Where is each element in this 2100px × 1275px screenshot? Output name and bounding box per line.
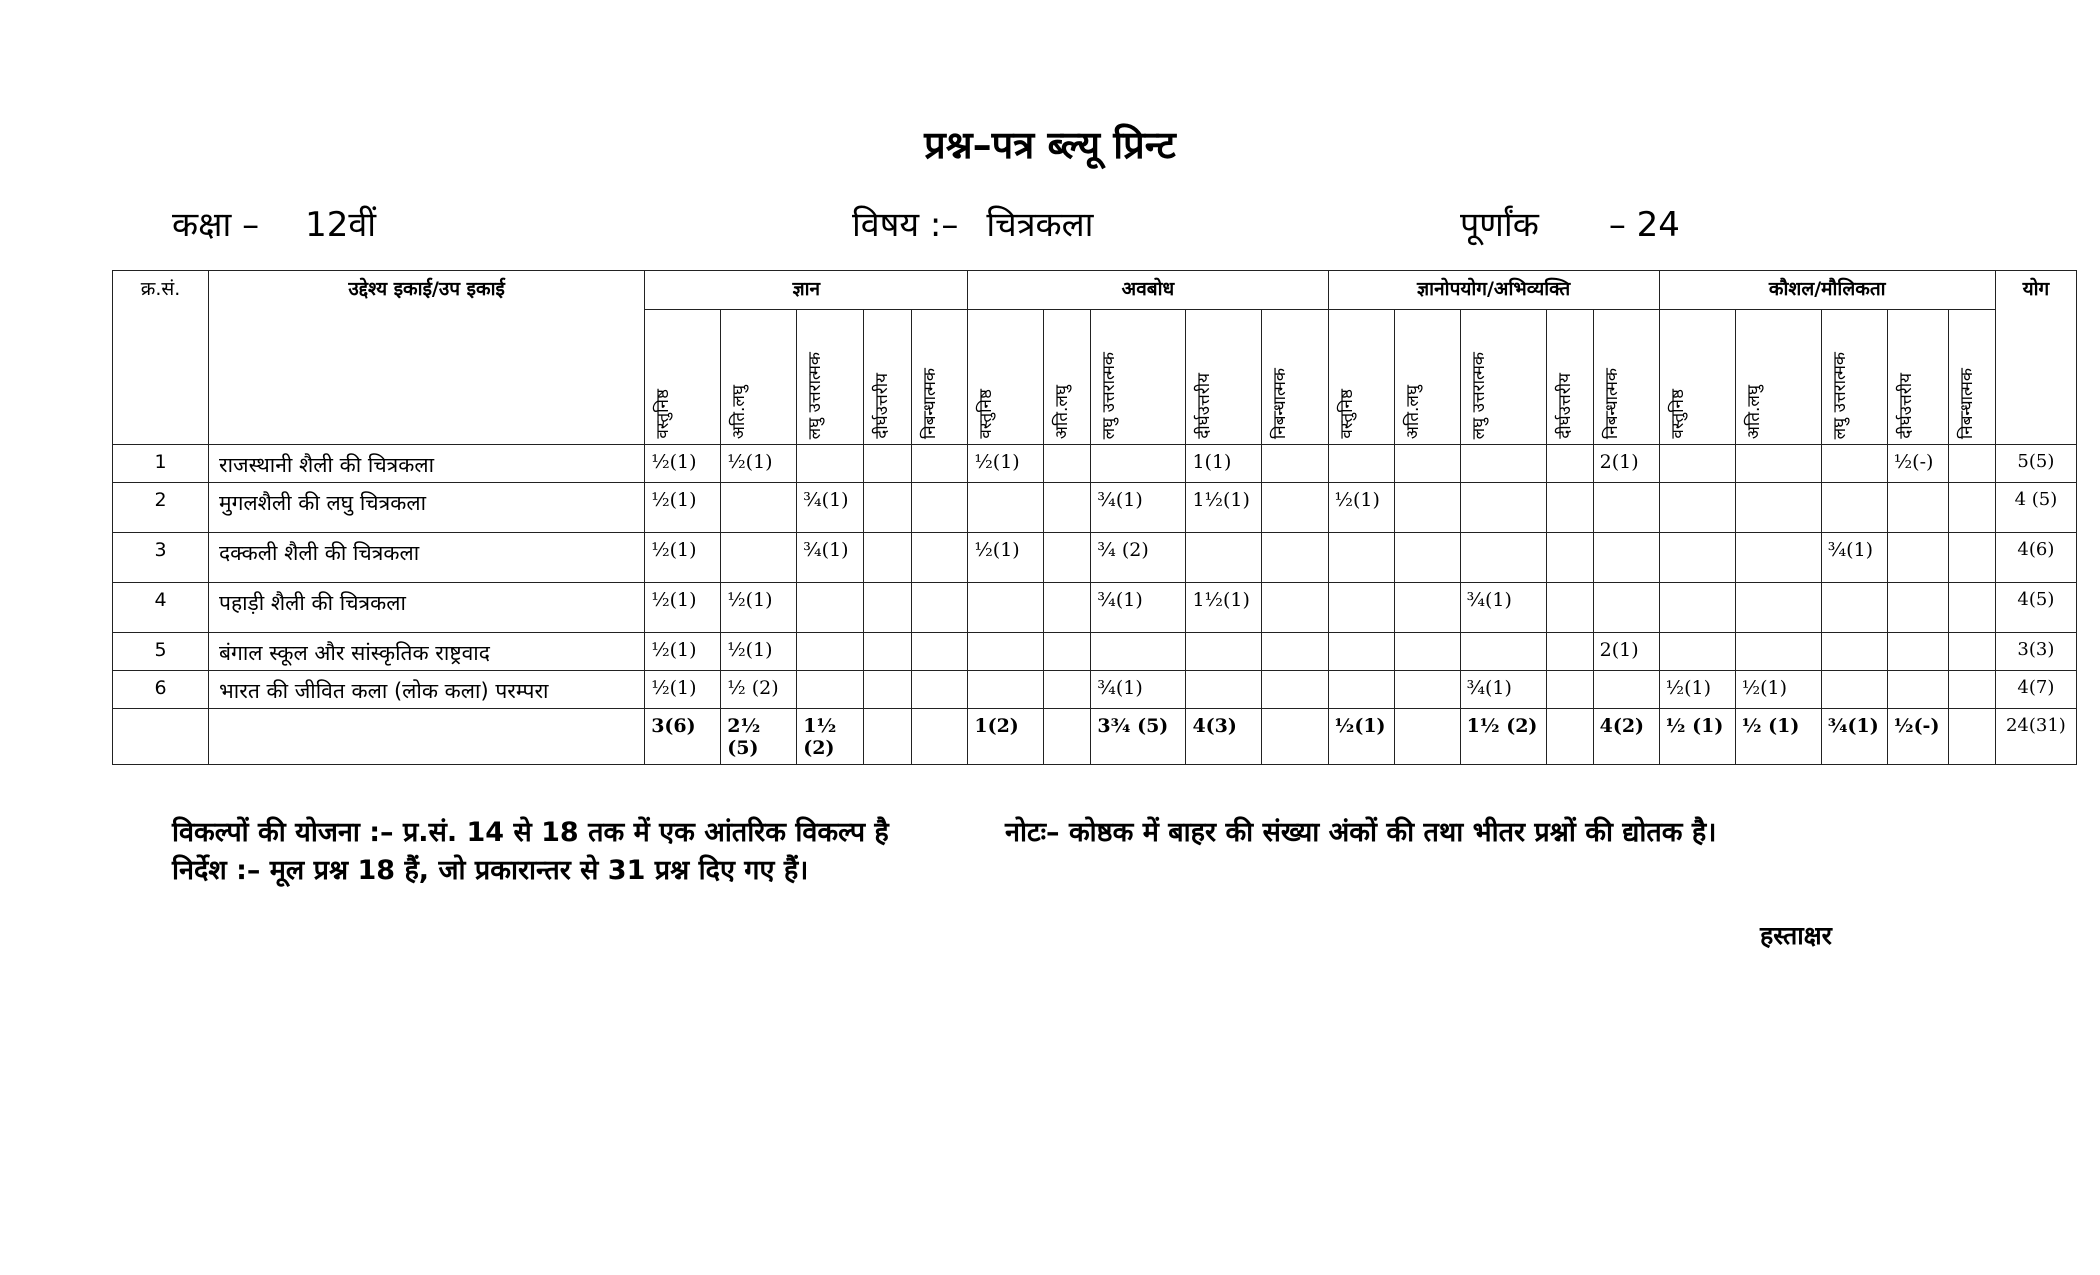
table-cell [968,583,1044,633]
table-cell [864,671,912,709]
table-cell [721,533,797,583]
table-cell [1593,533,1659,583]
subject-field [852,200,1094,246]
table-cell [797,445,864,483]
table-row [113,583,2077,633]
table-cell [1546,671,1593,709]
total-header: योग [1995,271,2076,445]
bracket-note: नोटः– कोष्ठक में बाहर की संख्या अंकों की तथा भीतर प्रश्नों की द्योतक है। [1005,817,1717,848]
table-cell [1546,483,1593,533]
class-value: 12वीं [305,205,377,245]
table-cell: ½(1) [968,533,1044,583]
class-field [172,200,376,246]
table-cell [1735,633,1821,671]
totals-cell [1394,709,1460,765]
row-serial: 5 [113,633,209,671]
table-cell: 2(1) [1593,633,1659,671]
table-cell [1186,633,1262,671]
table-cell [1328,583,1394,633]
table-cell [1546,533,1593,583]
table-cell [1262,445,1328,483]
totals-cell [1546,709,1593,765]
table-cell [1044,445,1091,483]
row-total: 3(3) [1995,633,2076,671]
table-cell [1044,633,1091,671]
blueprint-table [112,270,2077,765]
totals-cell: 4(3) [1186,709,1262,765]
table-cell: ¾(1) [1460,671,1546,709]
table-cell [1821,483,1887,533]
subcolumn-label: लघु उत्तरात्मक [1099,351,1120,439]
options-scheme-note: विकल्पों की योजना :– प्र.सं. 14 से 18 तक में एक आंतरिक विकल्प है [172,817,889,848]
table-cell [1460,633,1546,671]
subcolumn-header [645,310,721,445]
row-unit: दक्कली शैली की चित्रकला [209,533,645,583]
totals-cell [1262,709,1328,765]
table-row [113,483,2077,533]
row-total: 4 (5) [1995,483,2076,533]
table-cell [1262,483,1328,533]
table-cell [1394,483,1460,533]
table-cell [1821,583,1887,633]
totals-cell: ½(-) [1887,709,1948,765]
serial-header: क्र.सं. [113,271,209,445]
totals-cell: 1(2) [968,709,1044,765]
table-cell [912,583,968,633]
table-cell: ¾(1) [1091,583,1186,633]
table-cell [1546,633,1593,671]
table-cell: ¾(1) [1091,483,1186,533]
table-cell [1262,583,1328,633]
table-cell [1186,533,1262,583]
table-cell [1948,483,1995,533]
marks-value: – 24 [1608,205,1680,245]
table-cell: ½(1) [645,445,721,483]
table-cell [1328,445,1394,483]
marks-label: पूर्णांक [1460,205,1539,245]
table-cell: 1½(1) [1186,583,1262,633]
subcolumn-label: अति.लघु [1402,384,1423,439]
table-cell [1460,533,1546,583]
row-serial: 3 [113,533,209,583]
table-cell [864,633,912,671]
table-cell [1948,671,1995,709]
table-row [113,633,2077,671]
subcolumn-header [1546,310,1593,445]
table-cell: ½(1) [721,445,797,483]
table-cell [1044,583,1091,633]
table-cell [1044,483,1091,533]
table-cell [1659,633,1735,671]
totals-blank-cell [209,709,645,765]
table-cell: ¾(1) [1460,583,1546,633]
table-cell: ½(1) [645,633,721,671]
totals-cell [1948,709,1995,765]
table-cell [1328,671,1394,709]
table-row [113,445,2077,483]
table-cell [912,533,968,583]
totals-cell: 1½ (2) [1460,709,1546,765]
table-cell: ½(1) [1659,671,1735,709]
subcolumn-header [1735,310,1821,445]
table-cell [1091,445,1186,483]
subcolumn-label: निबन्धात्मक [1601,367,1622,439]
subcolumn-header [912,310,968,445]
subcolumn-label: दीर्घउत्तरीय [1194,373,1215,439]
table-cell: ½(1) [645,533,721,583]
table-cell [1593,671,1659,709]
table-cell [912,445,968,483]
row-unit: मुगलशैली की लघु चित्रकला [209,483,645,533]
table-row [113,533,2077,583]
table-cell [864,483,912,533]
table-cell [1735,483,1821,533]
totals-cell: 3¾ (5) [1091,709,1186,765]
totals-cell [864,709,912,765]
table-cell [1394,671,1460,709]
table-cell [864,583,912,633]
subcolumn-header [1262,310,1328,445]
table-cell [797,583,864,633]
table-cell [1659,445,1735,483]
table-cell: ¾(1) [797,483,864,533]
table-cell [1394,445,1460,483]
row-total: 4(7) [1995,671,2076,709]
row-unit: भारत की जीवित कला (लोक कला) परम्परा [209,671,645,709]
table-cell [1659,483,1735,533]
table-cell [912,483,968,533]
totals-blank-cell [113,709,209,765]
row-total: 4(6) [1995,533,2076,583]
table-cell [912,671,968,709]
subcolumn-label: वस्तुनिष्ठ [653,389,674,439]
table-cell [1593,483,1659,533]
row-total: 4(5) [1995,583,2076,633]
subcolumn-label: लघु उत्तरात्मक [805,351,826,439]
table-cell [1948,633,1995,671]
row-serial: 4 [113,583,209,633]
table-cell: 1½(1) [1186,483,1262,533]
table-cell [1948,445,1995,483]
table-cell [968,483,1044,533]
table-cell [1887,633,1948,671]
subcolumn-header [1460,310,1546,445]
table-cell [1735,445,1821,483]
table-cell: ½(1) [645,583,721,633]
subject-value: चित्रकला [986,205,1094,245]
grand-total: 24(31) [1995,709,2076,765]
unit-header: उद्देश्य इकाई/उप इकाई [209,271,645,445]
group-header-knowledge: ज्ञान [645,271,968,310]
table-cell [797,671,864,709]
table-cell [1262,633,1328,671]
table-cell: ½(1) [968,445,1044,483]
table-cell: ½(1) [721,633,797,671]
table-cell [968,671,1044,709]
table-cell: ½(1) [645,671,721,709]
table-cell [1887,671,1948,709]
class-label: कक्षा – [172,205,260,245]
totals-cell: ½ (1) [1659,709,1735,765]
subcolumn-header [1887,310,1948,445]
table-cell [1735,533,1821,583]
table-cell [1044,533,1091,583]
row-unit: पहाड़ी शैली की चित्रकला [209,583,645,633]
subcolumn-label: वस्तुनिष्ठ [1336,389,1357,439]
subcolumn-header [1948,310,1995,445]
table-cell: ½(1) [1328,483,1394,533]
subcolumn-header [797,310,864,445]
table-cell [1546,583,1593,633]
subject-label: विषय :– [852,205,959,245]
row-serial: 2 [113,483,209,533]
table-cell [1821,445,1887,483]
table-cell [1044,671,1091,709]
table-cell [1887,483,1948,533]
subcolumn-label: वस्तुनिष्ठ [1667,389,1688,439]
table-cell [1735,583,1821,633]
table-cell [721,483,797,533]
subcolumn-label: दीर्घउत्तरीय [872,373,893,439]
row-total: 5(5) [1995,445,2076,483]
table-cell [1394,633,1460,671]
table-cell: ½(1) [721,583,797,633]
subcolumn-label: निबन्धात्मक [1956,367,1977,439]
table-cell [1262,533,1328,583]
totals-cell [1044,709,1091,765]
subcolumn-label: वस्तुनिष्ठ [976,389,997,439]
table-cell: ½ (2) [721,671,797,709]
totals-cell: 4(2) [1593,709,1659,765]
table-cell [912,633,968,671]
table-cell [1948,533,1995,583]
table-cell: ¾(1) [1821,533,1887,583]
subcolumn-header [1044,310,1091,445]
table-cell [1262,671,1328,709]
table-row [113,671,2077,709]
signature-label: हस्ताक्षर [1760,921,1832,950]
table-cell [1948,583,1995,633]
table-cell: ¾(1) [1091,671,1186,709]
subcolumn-header [1593,310,1659,445]
group-header-understanding: अवबोध [968,271,1328,310]
subcolumn-header [864,310,912,445]
table-cell: ¾(1) [797,533,864,583]
table-cell [1887,533,1948,583]
table-cell [1593,583,1659,633]
direction-note: निर्देश :– मूल प्रश्न 18 हैं, जो प्रकारान्तर से 31 प्रश्न दिए गए हैं। [172,855,809,886]
subcolumn-label: लघु उत्तरात्मक [1829,351,1850,439]
totals-row [113,709,2077,765]
row-unit: राजस्थानी शैली की चित्रकला [209,445,645,483]
marks-field [1460,200,1680,246]
table-cell [1821,633,1887,671]
table-cell [1328,533,1394,583]
row-unit: बंगाल स्कूल और सांस्कृतिक राष्ट्रवाद [209,633,645,671]
page-title: प्रश्न–पत्र ब्ल्यू प्रिन्ट [924,123,1176,167]
table-cell [1394,583,1460,633]
subcolumn-header [721,310,797,445]
subcolumn-header [1821,310,1887,445]
table-cell [1328,633,1394,671]
table-cell: ¾ (2) [1091,533,1186,583]
subcolumn-header [1659,310,1735,445]
totals-cell: ½(1) [1328,709,1394,765]
table-cell: 2(1) [1593,445,1659,483]
table-cell [1659,533,1735,583]
subcolumn-header [968,310,1044,445]
subcolumn-label: दीर्घउत्तरीय [1895,373,1916,439]
subcolumn-label: अति.लघु [1052,384,1073,439]
totals-cell: 3(6) [645,709,721,765]
totals-cell: ½ (1) [1735,709,1821,765]
table-cell [1546,445,1593,483]
subcolumn-header [1328,310,1394,445]
table-cell [1659,583,1735,633]
subcolumn-label: अति.लघु [729,384,750,439]
table-cell: ½(1) [1735,671,1821,709]
table-cell [1460,445,1546,483]
totals-cell: 1½ (2) [797,709,864,765]
subcolumn-label: निबन्धात्मक [920,367,941,439]
table-cell: 1(1) [1186,445,1262,483]
table-cell [1821,671,1887,709]
subcolumn-header [1186,310,1262,445]
table-cell [968,633,1044,671]
table-cell [864,445,912,483]
totals-cell: 2½ (5) [721,709,797,765]
group-header-application: ज्ञानोपयोग/अभिव्यक्ति [1328,271,1659,310]
subcolumn-header [1394,310,1460,445]
totals-cell: ¾(1) [1821,709,1887,765]
table-cell [1460,483,1546,533]
table-cell: ½(1) [645,483,721,533]
subcolumn-header [1091,310,1186,445]
subcolumn-label: लघु उत्तरात्मक [1468,351,1489,439]
subcolumn-label: निबन्धात्मक [1270,367,1291,439]
table-cell [864,533,912,583]
table-cell [1091,633,1186,671]
table-cell [1186,671,1262,709]
table-cell [1394,533,1460,583]
group-header-skill: कौशल/मौलिकता [1659,271,1995,310]
subcolumn-label: अति.लघु [1743,384,1764,439]
table-cell [797,633,864,671]
row-serial: 1 [113,445,209,483]
totals-cell [912,709,968,765]
row-serial: 6 [113,671,209,709]
table-cell: ½(-) [1887,445,1948,483]
subcolumn-label: दीर्घउत्तरीय [1554,373,1575,439]
table-cell [1887,583,1948,633]
